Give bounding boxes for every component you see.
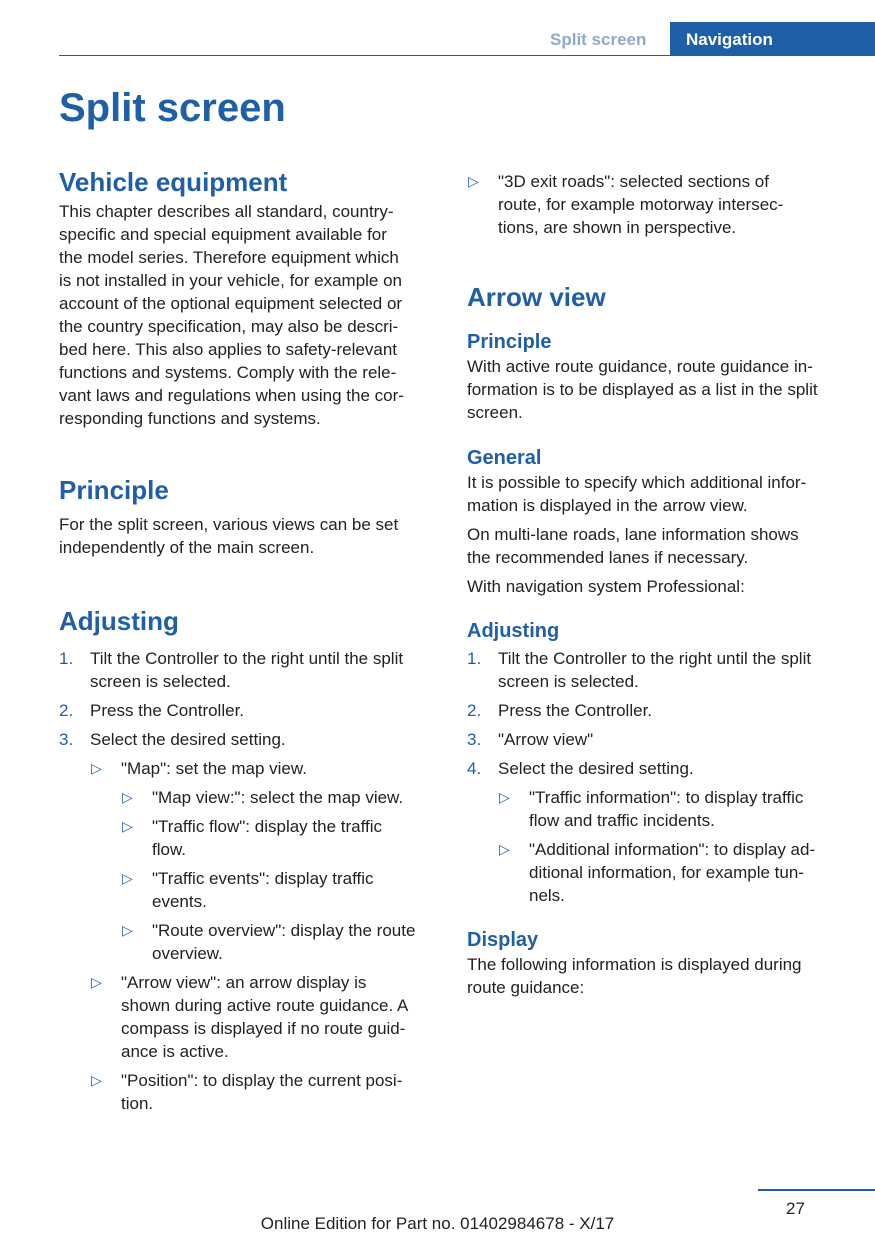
text-line: independently of the main screen.	[59, 538, 315, 557]
general-text-1	[467, 471, 845, 517]
text-line: compass is displayed if no route guid-	[121, 1019, 406, 1038]
text-line: ance is active.	[121, 1042, 229, 1061]
triangle-bullet-icon: ▷	[91, 760, 102, 776]
text-line: The following information is displayed during	[467, 955, 802, 974]
text-line: On multi-lane roads, lane information shows	[467, 525, 799, 544]
general-text-3	[467, 575, 845, 598]
page-title: Split screen	[59, 86, 286, 130]
text-line: "Arrow view"	[498, 730, 594, 749]
text-line: Select the desired setting.	[498, 759, 694, 778]
triangle-bullet-icon: ▷	[122, 818, 133, 834]
text-line: screen is selected.	[90, 672, 231, 691]
text-line: overview.	[152, 944, 223, 963]
subheading-general: General	[467, 447, 542, 469]
arrow-adjusting-steps	[467, 647, 845, 907]
step-item	[467, 757, 845, 780]
text-line: Tilt the Controller to the right until the split	[90, 649, 404, 668]
text-line: is not installed in your vehicle, for example on	[59, 271, 403, 290]
text-line: shown during active route guidance. A	[121, 996, 409, 1015]
option-3d-exit-roads	[436, 170, 845, 239]
option-arrow-view	[59, 971, 439, 1063]
text-line: "Arrow view": an arrow display is	[121, 973, 367, 992]
text-line: specific and special equipment available for	[59, 225, 387, 244]
subheading-principle: Principle	[467, 331, 552, 353]
suboption-item	[59, 867, 439, 913]
text-line: "Traffic events": display traffic	[152, 869, 374, 888]
step-number: 1.	[59, 649, 74, 668]
triangle-bullet-icon: ▷	[91, 1072, 102, 1088]
text-line: responding functions and systems.	[59, 409, 321, 428]
text-line: formation is to be displayed as a list in the split	[467, 380, 818, 399]
triangle-bullet-icon: ▷	[122, 922, 133, 938]
text-line: "Map": set the map view.	[121, 759, 307, 778]
vehicle-equipment-text	[59, 200, 439, 430]
header-chapter-label: Navigation	[686, 30, 773, 49]
text-line: account of the optional equipment selected or	[59, 294, 403, 313]
text-line: "Route overview": display the route	[152, 921, 416, 940]
option-position	[59, 1069, 439, 1115]
text-line: mation is displayed in the arrow view.	[467, 496, 748, 515]
heading-arrow-view: Arrow view	[467, 282, 606, 312]
step-item	[59, 699, 439, 722]
triangle-bullet-icon: ▷	[499, 841, 510, 857]
option-additional-information	[467, 838, 845, 907]
footer-edition: Online Edition for Part no. 01402984678 - X/17	[260, 1214, 615, 1233]
text-line: "Additional information": to display ad-	[529, 840, 816, 859]
step-number: 3.	[59, 730, 74, 749]
page-number: 27	[786, 1199, 805, 1218]
text-line: Tilt the Controller to the right until the split	[498, 649, 812, 668]
text-line: Select the desired setting.	[90, 730, 286, 749]
triangle-bullet-icon: ▷	[499, 789, 510, 805]
text-line: the model series. Therefore equipment which	[59, 248, 399, 267]
text-line: With active route guidance, route guidance in-	[467, 357, 813, 376]
text-line: "Position": to display the current posi-	[121, 1071, 403, 1090]
right-column	[467, 170, 845, 999]
triangle-bullet-icon: ▷	[122, 870, 133, 886]
principle-text	[59, 513, 439, 559]
step-item	[467, 728, 845, 751]
text-line: Press the Controller.	[498, 701, 653, 720]
text-line: bed here. This also applies to safety-relevant	[59, 340, 397, 359]
adjusting-steps	[59, 647, 439, 1115]
text-line: tions, are shown in perspective.	[498, 218, 737, 237]
heading-adjusting: Adjusting	[59, 606, 179, 636]
text-line: the country specification, may also be descri-	[59, 317, 399, 336]
left-column	[59, 166, 439, 1115]
arrow-principle-text	[467, 355, 845, 424]
step-number: 2.	[467, 701, 482, 720]
text-line: nels.	[529, 886, 565, 905]
header-section-title: Split screen	[550, 30, 647, 49]
text-line: "Traffic information": to display traffic	[529, 788, 804, 807]
header-chapter-tab	[670, 22, 875, 56]
text-line: functions and systems. Comply with the rele-	[59, 363, 397, 382]
text-line: ditional information, for example tun-	[529, 863, 804, 882]
header-rule	[59, 55, 875, 56]
general-text-2	[467, 523, 845, 569]
text-line: route, for example motorway intersec-	[498, 195, 784, 214]
step-item	[59, 647, 439, 693]
text-line: flow and traffic incidents.	[529, 811, 715, 830]
text-line: vant laws and regulations when using the cor-	[59, 386, 404, 405]
text-line: With navigation system Professional:	[467, 577, 745, 596]
text-line: route guidance:	[467, 978, 585, 997]
suboption-item	[59, 919, 439, 965]
heading-principle: Principle	[59, 475, 169, 505]
option-map	[59, 757, 439, 780]
heading-vehicle-equipment: Vehicle equipment	[59, 167, 288, 197]
text-line: events.	[152, 892, 207, 911]
triangle-bullet-icon: ▷	[468, 173, 479, 189]
step-number: 3.	[467, 730, 482, 749]
suboption-item	[59, 786, 439, 809]
text-line: It is possible to specify which additional infor-	[467, 473, 807, 492]
text-line: Press the Controller.	[90, 701, 245, 720]
text-line: screen is selected.	[498, 672, 639, 691]
text-line: flow.	[152, 840, 187, 859]
text-line: "Map view:": select the map view.	[152, 788, 404, 807]
text-line: This chapter describes all standard, country-	[59, 202, 394, 221]
text-line: "Traffic flow": display the traffic	[152, 817, 383, 836]
display-text	[467, 953, 845, 999]
triangle-bullet-icon: ▷	[91, 974, 102, 990]
footer-rule	[758, 1189, 875, 1191]
step-item	[59, 728, 439, 751]
subheading-display: Display	[467, 929, 539, 951]
text-line: screen.	[467, 403, 523, 422]
text-line: "3D exit roads": selected sections of	[498, 172, 769, 191]
step-item	[467, 699, 845, 722]
text-line: the recommended lanes if necessary.	[467, 548, 749, 567]
text-line: tion.	[121, 1094, 154, 1113]
text-line: For the split screen, various views can be set	[59, 515, 399, 534]
step-item	[467, 647, 845, 693]
triangle-bullet-icon: ▷	[122, 789, 133, 805]
option-traffic-information	[467, 786, 845, 832]
step-number: 2.	[59, 701, 74, 720]
subheading-adjusting: Adjusting	[467, 620, 560, 642]
step-number: 4.	[467, 759, 482, 778]
suboption-item	[59, 815, 439, 861]
step-number: 1.	[467, 649, 482, 668]
